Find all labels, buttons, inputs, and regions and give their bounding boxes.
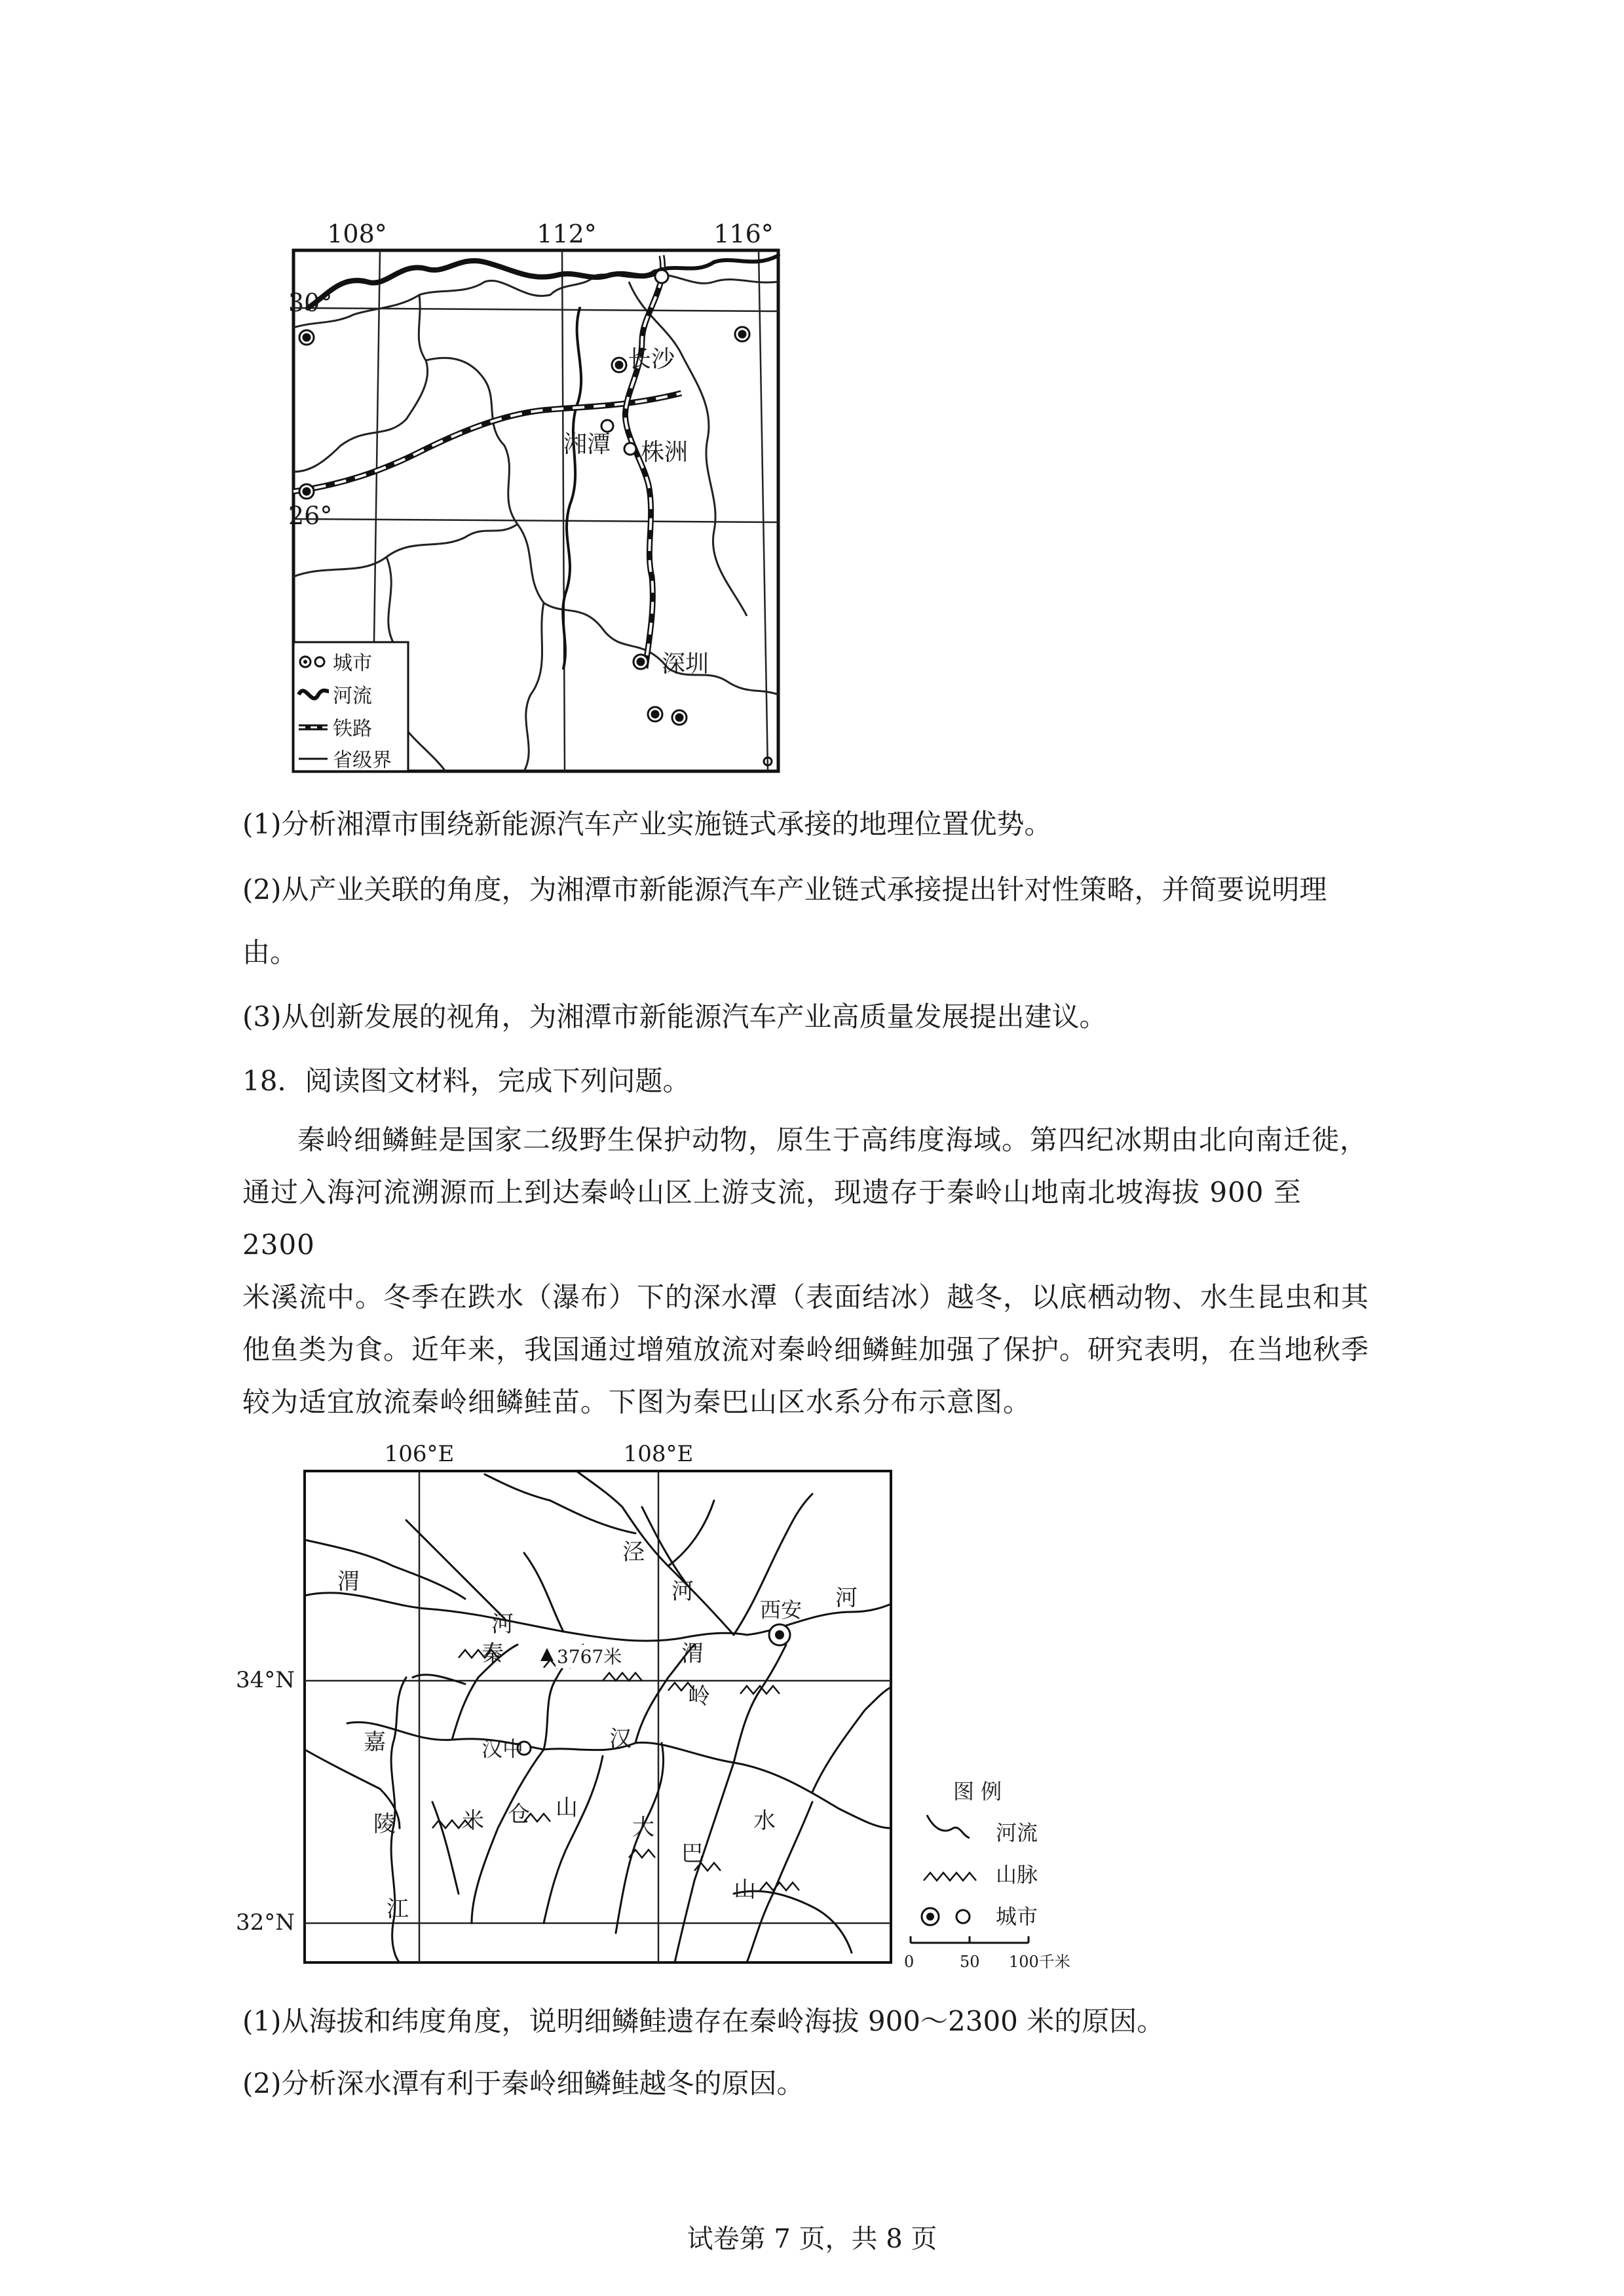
map2-legend-mountain: 山脉: [996, 1862, 1038, 1887]
map2-label-he2: 河: [671, 1578, 694, 1605]
q18-material-line2: 通过入海河流溯源而上到达秦岭山区上游支流，现遗存于秦岭山地南北坡海拔 900 至 2300: [242, 1176, 1302, 1261]
page-footer: 试卷第 7 页，共 8 页: [687, 2224, 937, 2254]
map1-legend-river: 河流: [333, 685, 372, 708]
map1-lon-label-116: 116°: [713, 220, 774, 248]
map2-label-jia: 嘉: [364, 1729, 386, 1755]
q18-material-line4: 他鱼类为食。近年来，我国通过增殖放流对秦岭细鳞鲑加强了保护。研究表明，在当地秋季: [242, 1333, 1370, 1366]
map1-legend-city: 城市: [333, 652, 372, 675]
q18-heading: 18．阅读图文材料，完成下列问题。: [242, 1065, 690, 1097]
map2-scale-100: 100千米: [1009, 1953, 1070, 1971]
q17-sub3: (3)从创新发展的视角，为湘潭市新能源汽车产业高质量发展提出建议。: [242, 1001, 1107, 1033]
map1-legend-railway: 铁路: [333, 718, 372, 740]
map2-peak-label: 3767米: [557, 1646, 622, 1668]
map1-city-xiangtan: 湘潭: [563, 431, 611, 458]
map2-city-xian: 西安: [760, 1598, 803, 1622]
map2-city-xian-dot: [775, 1630, 784, 1639]
map2-legend: [904, 1779, 1070, 1971]
map2-legend-title: 图 例: [953, 1779, 1002, 1804]
map2-label-wei2: 渭: [681, 1641, 704, 1667]
map2-label-wei1: 渭: [337, 1569, 360, 1595]
q18-material-line5: 较为适宜放流秦岭细鳞鲑苗。下图为秦巴山区水系分布示意图。: [242, 1386, 1032, 1418]
q18-material-line1: 秦岭细鳞鲑是国家二级野生保护动物，原生于高纬度海域。第四纪冰期由北向南迁徙，: [297, 1124, 1369, 1156]
map2-label-shan1: 山: [556, 1795, 578, 1821]
map2-label-shui: 水: [753, 1808, 776, 1834]
map2-peak-triangle: [540, 1648, 554, 1661]
map1-lat-label-26: 26°: [288, 501, 333, 530]
q18-sub2: (2)分析深水潭有利于秦岭细鳞鲑越冬的原因。: [242, 2067, 804, 2099]
map2-scale-50: 50: [960, 1953, 980, 1971]
map2-label-he3: 河: [835, 1585, 858, 1611]
map2-label-ba: 巴: [681, 1841, 704, 1867]
map2-lon-label-108: 108°E: [623, 1441, 694, 1467]
map2-city-hanzhong: 汉中: [482, 1736, 524, 1761]
map2-label-mi: 米: [462, 1808, 484, 1834]
q18-material: [242, 1114, 1376, 1428]
map2-legend-river: 河流: [996, 1820, 1038, 1845]
map1-city-shenzhen: 深圳: [662, 651, 709, 678]
map1-city-changsha: 长沙: [628, 346, 675, 373]
map2-lat-label-32: 32°N: [236, 1909, 295, 1936]
map2-lon-label-106: 106°E: [384, 1441, 455, 1467]
map2-label-ling: 岭: [688, 1683, 710, 1710]
map2-label-jing: 泾: [622, 1539, 645, 1565]
map1-railways: [293, 256, 681, 668]
map2-label-da: 大: [632, 1814, 654, 1841]
map2-graticule: [305, 1471, 891, 1962]
q17-sub2-line1: (2)从产业关联的角度，为湘潭市新能源汽车产业链式承接提出针对性策略，并简要说明理: [242, 873, 1327, 906]
map2-rivers: [305, 1471, 891, 1962]
map1-city-zhuzhou: 株洲: [641, 439, 689, 466]
map-hunan-guangdong: [288, 210, 799, 786]
map2-label-lingchar: 陵: [373, 1811, 396, 1837]
map2-label-cang: 仓: [508, 1801, 530, 1827]
map2-label-jiang: 江: [387, 1896, 409, 1923]
map2-legend-city: 城市: [996, 1904, 1038, 1929]
map1-lon-label-108: 108°: [327, 220, 387, 248]
map2-label-han: 汉: [609, 1726, 632, 1752]
map1-legend-border: 省级界: [333, 749, 392, 772]
map1-lat-label-30: 30°: [288, 288, 333, 317]
map2-label-shan2: 山: [734, 1877, 756, 1903]
q17-sub1: (1)分析湘潭市围绕新能源汽车产业实施链式承接的地理位置优势。: [242, 808, 1052, 840]
map-qinba-water-system: [236, 1435, 1101, 1985]
map1-legend: [293, 642, 408, 772]
map2-lat-label-34: 34°N: [236, 1667, 295, 1693]
map2-frame: [305, 1471, 891, 1962]
map1-lon-label-112: 112°: [537, 220, 597, 248]
q18-material-line3: 米溪流中。冬季在跌水（瀑布）下的深水潭（表面结冰）越冬，以底栖动物、水生昆虫和其: [242, 1281, 1370, 1313]
map2-label-he1: 河: [491, 1611, 514, 1637]
map2-scale-0: 0: [904, 1953, 915, 1971]
q17-sub2-line2: 由。: [242, 936, 298, 968]
map2-label-qin: 秦: [482, 1641, 504, 1667]
q18-sub1: (1)从海拔和纬度角度，说明细鳞鲑遗存在秦岭海拔 900～2300 米的原因。: [242, 2005, 1165, 2037]
